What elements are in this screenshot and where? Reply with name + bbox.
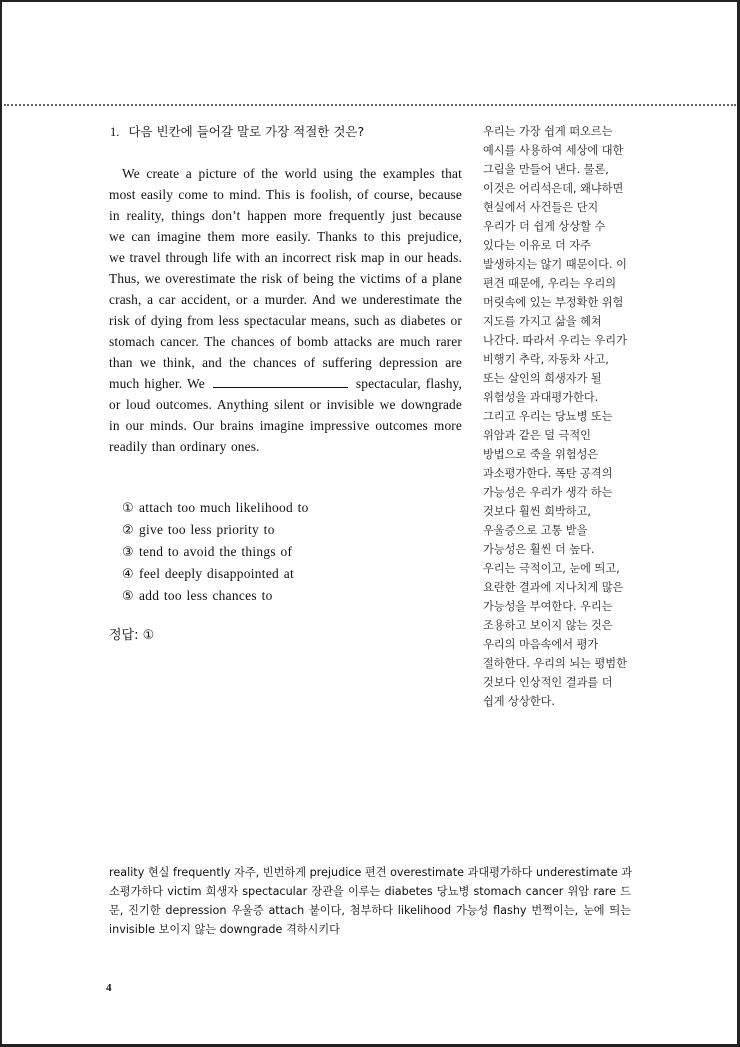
translation-line: 쉽게 상상한다. bbox=[483, 695, 555, 708]
vocabulary-line: 문, 진기한 depression 우울증 attach 붙이다, 첨부하다 likelihood 가능성 flashy 번쩍이는, 눈에 띄는 bbox=[109, 904, 631, 917]
passage-before-blank: We create a picture of the world using the examples that most easily come to mind. This is foolish, of course, because in reality, things don’t happen more frequently just because we can imagine them more easily. Thanks to this prejudice, we travel through life with an incorrect risk map in our heads. Thus, we overestimate the risk of being the victims of a plane crash, a car accident, or a murder. And we underestimate the risk of dying from less spectacular means, such as diabetes or stomach cancer. The chances of bomb attacks are much rarer than we think, and the chances of suffering depression are much higher. We bbox=[109, 166, 462, 391]
answer-blank bbox=[213, 376, 348, 388]
question-prompt: 다음 빈칸에 들어갈 말로 가장 적절한 것은? bbox=[128, 124, 365, 139]
translation-line: 것보다 인상적인 결과를 더 bbox=[483, 676, 613, 689]
choice-text: attach too much likelihood to bbox=[138, 500, 309, 515]
choice-list bbox=[122, 497, 309, 607]
choice-item[interactable] bbox=[122, 497, 309, 519]
translation-line: 그림을 만들어 낸다. 물론, bbox=[483, 163, 609, 176]
translation-line: 가능성은 우리가 생각 하는 bbox=[483, 486, 613, 499]
translation-line: 가능성은 훨씬 더 높다. bbox=[483, 543, 595, 556]
choice-text: feel deeply disappointed at bbox=[138, 566, 294, 581]
choice-text: add too less chances to bbox=[138, 588, 273, 603]
answer-key bbox=[109, 624, 154, 643]
translation-line: 편견 때문에, 우리는 우리의 bbox=[483, 277, 617, 290]
choice-text: tend to avoid the things of bbox=[138, 544, 293, 559]
translation-line: 조용하고 보이지 않는 것은 bbox=[483, 619, 613, 632]
translation-line: 지도를 가지고 삶을 헤쳐 bbox=[483, 315, 602, 328]
translation-line: 머릿속에 있는 부정확한 위험 bbox=[483, 296, 624, 309]
translation-line: 요란한 결과에 지나치게 많은 bbox=[483, 581, 624, 594]
passage bbox=[109, 163, 462, 457]
translation-line: 과소평가한다. 폭탄 공격의 bbox=[483, 467, 613, 480]
translation-line: 우리는 가장 쉽게 떠오르는 bbox=[483, 125, 613, 138]
vocabulary-list bbox=[109, 863, 631, 939]
translation-line: 예시를 사용하여 세상에 대한 bbox=[483, 144, 624, 157]
vocabulary-line: reality 현실 frequently 자주, 빈번하게 prejudice 편견 overestimate 과대평가하다 underestimate 과 bbox=[109, 866, 633, 879]
choice-item[interactable] bbox=[122, 541, 309, 563]
translation-line: 있다는 이유로 더 자주 bbox=[483, 239, 591, 252]
translation-line: 위험성을 과대평가한다. bbox=[483, 391, 599, 404]
question-number: 1. bbox=[110, 125, 120, 139]
translation-line: 발생하지는 않기 때문이다. 이 bbox=[483, 258, 627, 271]
choice-item[interactable] bbox=[122, 519, 309, 541]
answer-label: 정답: bbox=[109, 628, 139, 643]
translation-line: 우리가 더 쉽게 상상할 수 bbox=[483, 220, 606, 233]
choice-mark: ① bbox=[122, 501, 134, 516]
translation-line: 나간다. 따라서 우리는 우리가 bbox=[483, 334, 627, 347]
translation-line: 우울증으로 고통 받을 bbox=[483, 524, 588, 537]
header-divider bbox=[4, 104, 736, 106]
translation-line: 우리는 극적이고, 눈에 띄고, bbox=[483, 562, 620, 575]
choice-item[interactable] bbox=[122, 563, 309, 585]
choice-mark: ⑤ bbox=[122, 589, 134, 604]
translation-column bbox=[483, 122, 633, 711]
translation-line: 가능성을 부여한다. 우리는 bbox=[483, 600, 613, 613]
translation-line: 방법으로 죽을 위험성은 bbox=[483, 448, 599, 461]
translation-line: 현실에서 사건들은 단지 bbox=[483, 201, 599, 214]
page-number: 4 bbox=[106, 982, 112, 994]
choice-text: give too less priority to bbox=[138, 522, 275, 537]
choice-mark: ② bbox=[122, 523, 134, 538]
passage-after-blank: spectacular, flashy, or loud outcomes. Anything silent or invisible we downgrade in our minds. Our brains imagine impressive outcomes more readily than ordinary ones. bbox=[109, 376, 463, 454]
translation-line: 우리의 마음속에서 평가 bbox=[483, 638, 599, 651]
translation-line: 절하한다. 우리의 뇌는 평범한 bbox=[483, 657, 627, 670]
translation-line: 것보다 훨씬 희박하고, bbox=[483, 505, 591, 518]
translation-line: 그리고 우리는 당뇨병 또는 bbox=[483, 410, 613, 423]
answer-value: ① bbox=[142, 628, 155, 643]
translation-line: 이것은 어리석은데, 왜냐하면 bbox=[483, 182, 624, 195]
translation-line: 위암과 같은 덜 극적인 bbox=[483, 429, 591, 442]
choice-mark: ④ bbox=[122, 567, 134, 582]
question-title bbox=[110, 122, 364, 140]
vocabulary-line: invisible 보이지 않는 downgrade 격하시키다 bbox=[109, 923, 340, 936]
translation-line: 또는 살인의 희생자가 될 bbox=[483, 372, 602, 385]
choice-item[interactable] bbox=[122, 585, 309, 607]
translation-line: 비행기 추락, 자동차 사고, bbox=[483, 353, 609, 366]
choice-mark: ③ bbox=[122, 545, 134, 560]
vocabulary-line: 소평가하다 victim 희생자 spectacular 장관을 이루는 diabetes 당뇨병 stomach cancer 위암 rare 드 bbox=[109, 885, 631, 898]
